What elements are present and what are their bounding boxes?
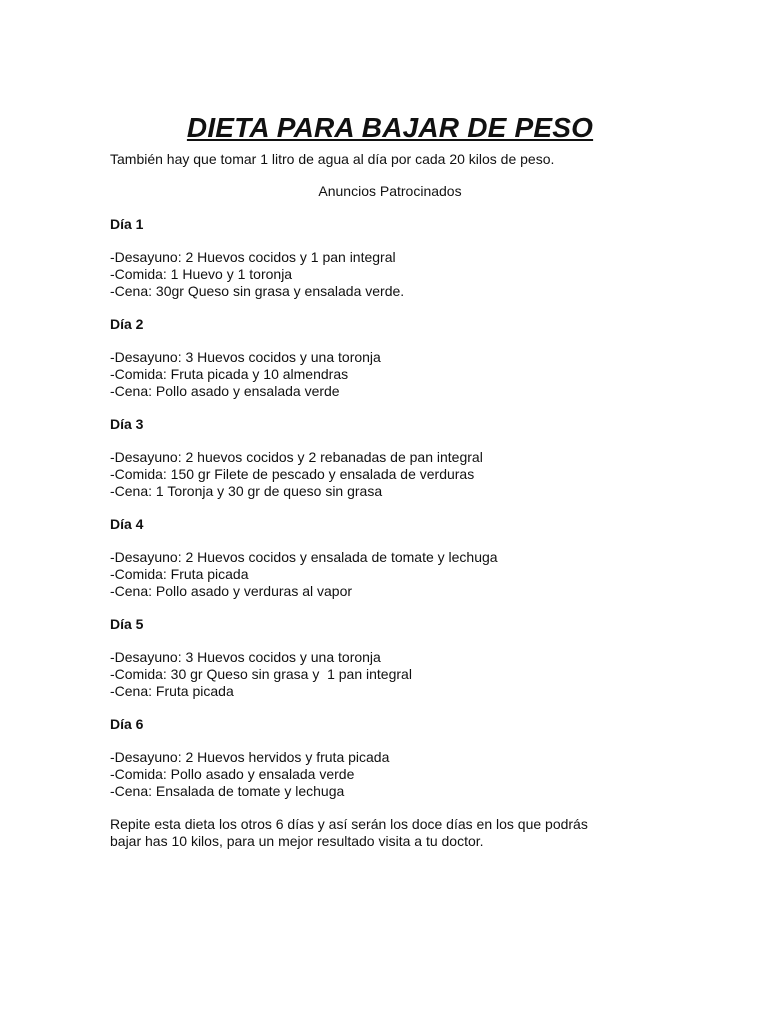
day-heading: Día 2 [110, 316, 144, 332]
meal-breakfast: -Desayuno: 3 Huevos cocidos y una toronja [110, 349, 381, 365]
day-heading: Día 6 [110, 716, 144, 732]
sponsored-label: Anuncios Patrocinados [318, 183, 462, 199]
meal-dinner: -Cena: Ensalada de tomate y lechuga [110, 783, 345, 799]
closing-paragraph [110, 816, 670, 850]
meal-breakfast: -Desayuno: 3 Huevos cocidos y una toronja [110, 649, 381, 665]
day-heading: Día 3 [110, 416, 144, 432]
meal-list [110, 449, 670, 500]
meal-lunch: -Comida: 30 gr Queso sin grasa y 1 pan integral [110, 666, 412, 682]
day-heading: Día 1 [110, 216, 144, 232]
meal-lunch: -Comida: 1 Huevo y 1 toronja [110, 266, 293, 282]
meal-lunch: -Comida: Fruta picada [110, 566, 249, 582]
closing-line: Repite esta dieta los otros 6 días y así serán los doce días en los que podrás [110, 816, 588, 832]
meal-breakfast: -Desayuno: 2 Huevos hervidos y fruta picada [110, 749, 390, 765]
meal-lunch: -Comida: Pollo asado y ensalada verde [110, 766, 355, 782]
meal-list [110, 649, 670, 700]
meal-lunch: -Comida: 150 gr Filete de pescado y ensalada de verduras [110, 466, 475, 482]
meal-lunch: -Comida: Fruta picada y 10 almendras [110, 366, 349, 382]
intro-paragraph: También hay que tomar 1 litro de agua al día por cada 20 kilos de peso. [110, 151, 555, 167]
meal-breakfast: -Desayuno: 2 Huevos cocidos y 1 pan integral [110, 249, 396, 265]
day-list [110, 216, 670, 800]
day-section-3 [110, 416, 670, 500]
meal-list [110, 749, 670, 800]
day-section-1 [110, 216, 670, 300]
meal-dinner: -Cena: 30gr Queso sin grasa y ensalada verde. [110, 283, 405, 299]
meal-dinner: -Cena: Pollo asado y ensalada verde [110, 383, 340, 399]
meal-list [110, 249, 670, 300]
closing-line: bajar has 10 kilos, para un mejor resultado visita a tu doctor. [110, 833, 484, 849]
meal-list [110, 349, 670, 400]
document-page [110, 112, 670, 850]
meal-dinner: -Cena: Fruta picada [110, 683, 234, 699]
day-heading: Día 4 [110, 516, 144, 532]
meal-dinner: -Cena: 1 Toronja y 30 gr de queso sin grasa [110, 483, 383, 499]
meal-list [110, 549, 670, 600]
meal-dinner: -Cena: Pollo asado y verduras al vapor [110, 583, 353, 599]
day-section-6 [110, 716, 670, 800]
day-section-2 [110, 316, 670, 400]
document-title: DIETA PARA BAJAR DE PESO [186, 112, 594, 143]
meal-breakfast: -Desayuno: 2 huevos cocidos y 2 rebanadas de pan integral [110, 449, 483, 465]
day-heading: Día 5 [110, 616, 144, 632]
day-section-5 [110, 616, 670, 700]
day-section-4 [110, 516, 670, 600]
meal-breakfast: -Desayuno: 2 Huevos cocidos y ensalada de tomate y lechuga [110, 549, 498, 565]
